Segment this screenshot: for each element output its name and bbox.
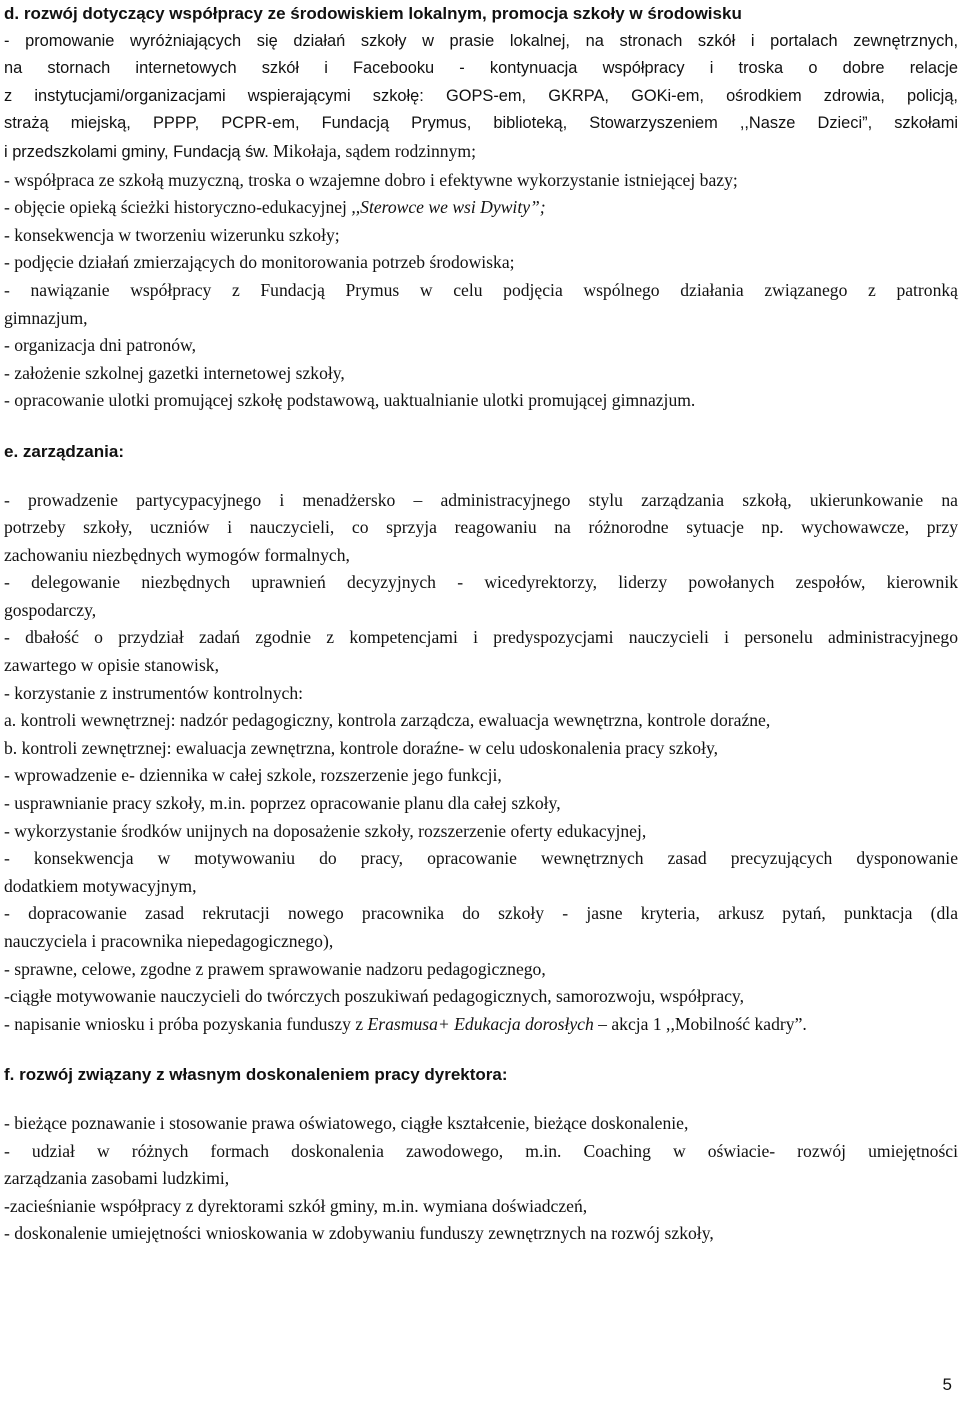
section-d-line-part: i przedszkolami gminy, Fundacją św.: [4, 142, 269, 161]
document-page: [4, 0, 958, 1248]
section-d-line: strażą miejską, PPPP, PCPR-em, Fundacją Prymus, biblioteką, Stowarzyszeniem ,,Nasze Dzieci”, szkołami: [4, 114, 958, 133]
section-d-line: - opracowanie ulotki promującej szkołę podstawową, uaktualnianie ulotki promującej gimnazjum.: [4, 390, 696, 411]
section-e-line: - wprowadzenie e- dziennika w całej szkole, rozszerzenie jego funkcji,: [4, 765, 502, 786]
section-e-line: - dopracowanie zasad rekrutacji nowego pracownika do szkoły - jasne kryteria, arkusz pytań, punktacja (dla: [4, 903, 958, 924]
section-e-line: - prowadzenie partycypacyjnego i menadżersko – administracyjnego stylu zarządzania szkołą, ukierunkowanie na: [4, 489, 958, 510]
section-d-line-part: Mikołaja, sądem rodzinnym;: [268, 140, 476, 161]
section-d-line: [4, 138, 958, 167]
section-gap: [4, 1089, 958, 1110]
section-gap: [4, 415, 958, 438]
section-d-line: - nawiązanie współpracy z Fundacją Prymus w celu podjęcia wspólnego działania związanego z patronką: [4, 279, 958, 300]
section-gap: [4, 1038, 958, 1061]
section-e-line: -ciągłe motywowanie nauczycieli do twórczych poszukiwań pedagogicznych, samorozwoju, współpracy,: [4, 986, 744, 1007]
section-f-line: zarządzania zasobami ludzkimi,: [4, 1168, 230, 1189]
section-e-line: gospodarczy,: [4, 599, 97, 620]
section-d-line: z instytucjami/organizacjami wspierającymi szkołę: GOPS-em, GKRPA, GOKi-em, ośrodkiem zdrowia, policją,: [4, 86, 958, 105]
section-e-line: - sprawne, celowe, zgodne z prawem sprawowanie nadzoru pedagogicznego,: [4, 958, 546, 979]
section-e-line: b. kontroli zewnętrznej: ewaluacja zewnętrzna, kontrole doraźne- w celu udoskonalenia pracy szkoły,: [4, 737, 719, 758]
section-d-line: - założenie szkolnej gazetki internetowej szkoły,: [4, 362, 345, 383]
section-f-heading: f. rozwój związany z własnym doskonaleniem pracy dyrektora:: [4, 1065, 508, 1085]
section-e-line: - korzystanie z instrumentów kontrolnych:: [4, 682, 304, 703]
section-e-line: - wykorzystanie środków unijnych na doposażenie szkoły, rozszerzenie oferty edukacyjnej,: [4, 820, 647, 841]
section-d-line: [4, 194, 958, 222]
section-d-line: - organizacja dni patronów,: [4, 335, 196, 356]
section-e-line: - usprawnianie pracy szkoły, m.in. poprzez opracowanie planu dla całej szkoły,: [4, 793, 561, 814]
section-e-line: dodatkiem motywacyjnym,: [4, 875, 197, 896]
section-e-line: - konsekwencja w motywowaniu do pracy, opracowanie wewnętrznych zasad precyzujących dysponowanie: [4, 848, 958, 869]
section-e-line: [4, 1011, 958, 1039]
section-d-line: - współpraca ze szkołą muzyczną, troska o wzajemne dobro i efektywne wykorzystanie istniejącej bazy;: [4, 169, 738, 190]
sterowce-title: ,,Sterowce we wsi Dywity”;: [351, 197, 546, 218]
section-f-line: - bieżące poznawanie i stosowanie prawa oświatowego, ciągłe kształcenie, bieżące doskonalenie,: [4, 1112, 689, 1133]
section-e-line: nauczyciela i pracownika niepedagogicznego),: [4, 931, 334, 951]
section-e-line: a. kontroli wewnętrznej: nadzór pedagogiczny, kontrola zarządcza, ewaluacja wewnętrzna, kontrole doraźne,: [4, 710, 771, 731]
page-number: 5: [942, 1375, 952, 1394]
section-d-heading: d. rozwój dotyczący współpracy ze środowiskiem lokalnym, promocja szkoły w środowisku: [4, 4, 742, 23]
section-f-line: -zacieśnianie współpracy z dyrektorami szkół gminy, m.in. wymiana doświadczeń,: [4, 1195, 588, 1216]
section-e-line-part: - napisanie wniosku i próba pozyskania funduszy z: [4, 1013, 368, 1034]
section-d-line: na stornach internetowych szkół i Facebooku - kontynuacja współpracy i troska o dobre relacje: [4, 59, 958, 78]
section-e-line: - dbałość o przydział zadań zgodnie z kompetencjami i predyspozycjami nauczycieli i personelu administracyjnego: [4, 627, 958, 648]
section-e-line: potrzeby szkoły, uczniów i nauczycieli, co sprzyja reagowaniu na różnorodne sytuacje np. wychowawcze, przy: [4, 517, 958, 538]
section-e-heading: e. zarządzania:: [4, 441, 124, 461]
section-d-line: - podjęcie działań zmierzających do monitorowania potrzeb środowiska;: [4, 252, 515, 273]
erasmus-program-title: Erasmusa+ Edukacja dorosłych: [367, 1013, 594, 1034]
section-f-line: - udział w różnych formach doskonalenia zawodowego, m.in. Coaching w oświacie- rozwój umiejętności: [4, 1140, 958, 1161]
section-d-line: - promowanie wyróżniających się działań szkoły w prasie lokalnej, na stronach szkół i portalach zewnętrznych,: [4, 31, 958, 50]
section-f-line: - doskonalenie umiejętności wnioskowania w zdobywaniu funduszy zewnętrznych na rozwój szkoły,: [4, 1223, 714, 1244]
section-gap: [4, 466, 958, 487]
section-d-line: - konsekwencja w tworzeniu wizerunku szkoły;: [4, 224, 340, 245]
section-e-line: - delegowanie niezbędnych uprawnień decyzyjnych - wicedyrektorzy, liderzy powołanych zespołów, kierownik: [4, 572, 958, 593]
section-e-line: zachowaniu niezbędnych wymogów formalnych,: [4, 544, 350, 565]
section-d-line: gimnazjum,: [4, 307, 88, 328]
section-d-line-part: - objęcie opieką ścieżki historyczno-edukacyjnej: [4, 197, 352, 218]
section-e-line: zawartego w opisie stanowisk,: [4, 655, 219, 676]
section-e-line-part: – akcja 1 ,,Mobilność kadry”.: [593, 1013, 807, 1034]
